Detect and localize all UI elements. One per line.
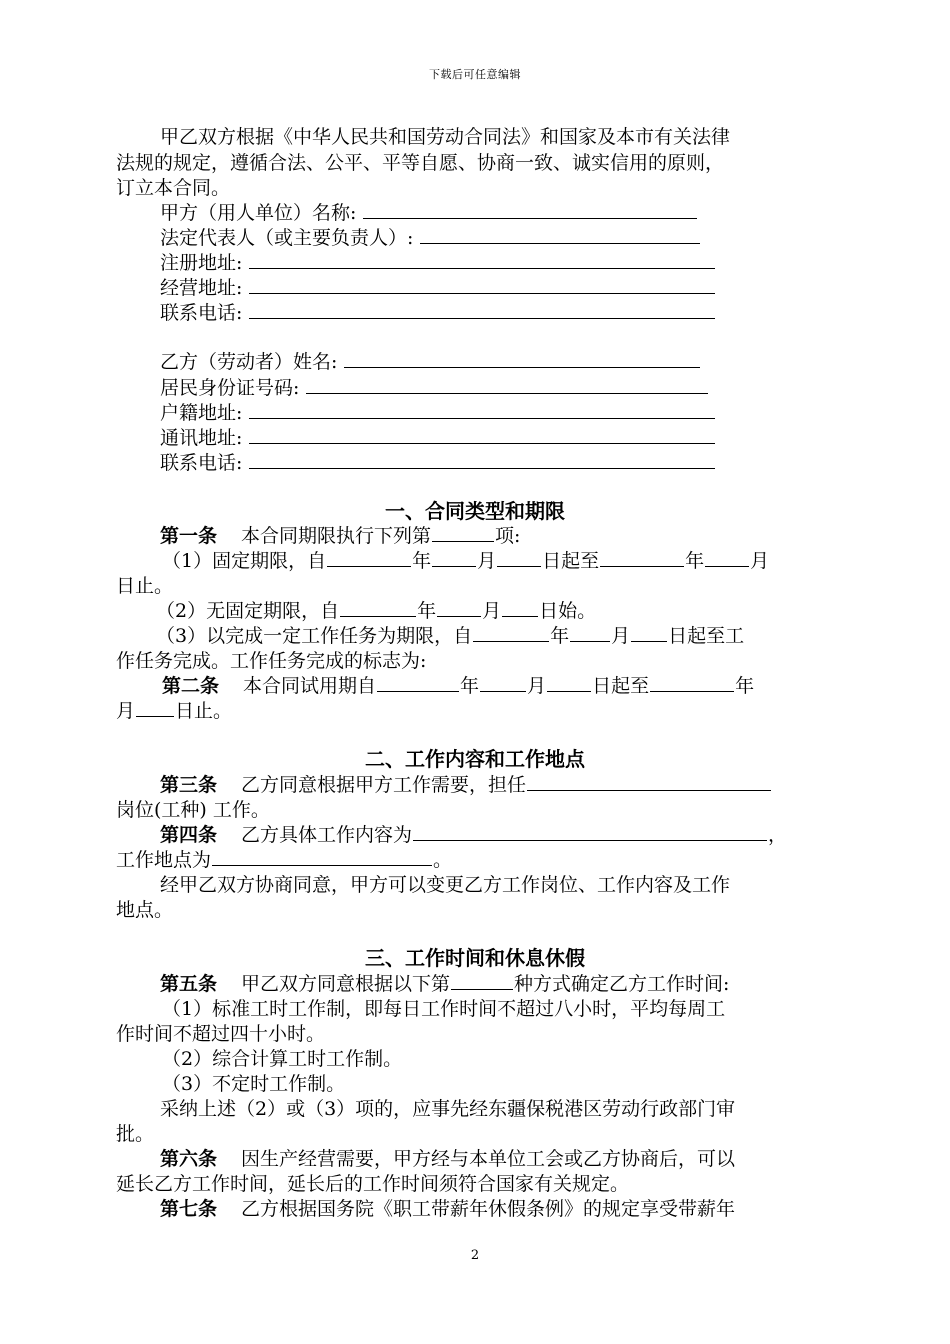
article-4-content-field[interactable] — [413, 822, 767, 841]
intro-line-1: 甲乙双方根据《中华人民共和国劳动合同法》和国家及本市有关法律 — [160, 126, 731, 148]
party-a-reg-address-field[interactable] — [249, 250, 715, 269]
option-1-text-mid: 日起至 — [542, 550, 600, 572]
article-5-note-cont: 批。 — [116, 1123, 155, 1145]
article-4-line — [160, 822, 950, 848]
article-5-option-3: （3）不定时工作制。 — [162, 1073, 346, 1095]
party-a-reg-address-row — [160, 250, 950, 276]
article-1-text: 本合同期限执行下列第 — [241, 525, 432, 547]
article-2-start-month[interactable] — [480, 673, 526, 692]
article-3-position-field[interactable] — [527, 772, 771, 791]
option-3-year[interactable] — [473, 623, 549, 642]
article-6-title: 第六条 — [160, 1148, 218, 1170]
party-a-reg-address-label: 注册地址: — [160, 252, 243, 274]
party-b-contact-address-row — [160, 425, 950, 451]
option-2-month[interactable] — [437, 598, 481, 617]
article-3-line — [160, 772, 950, 798]
party-b-hukou-row — [160, 400, 950, 426]
party-a-name-row — [160, 200, 950, 226]
year-label: 年 — [412, 550, 432, 572]
party-b-phone-row — [160, 450, 950, 476]
article-5-option-1: （1）标准工时工作制，即每日工作时间不超过八小时，平均每周工 — [162, 998, 726, 1020]
article-2-text: 本合同试用期自 — [243, 675, 377, 697]
article-5-title: 第五条 — [160, 973, 218, 995]
party-a-phone-row — [160, 300, 950, 326]
section-2-para-1: 经甲乙双方协商同意，甲方可以变更乙方工作岗位、工作内容及工作 — [160, 874, 731, 896]
option-2-text: （2）无固定期限，自 — [156, 600, 340, 622]
article-2-end-month[interactable] — [136, 698, 174, 717]
article-6-text: 因生产经营需要，甲方经与本单位工会或乙方协商后，可以 — [241, 1148, 736, 1170]
article-4-end: 。 — [433, 849, 453, 871]
article-5-text: 甲乙双方同意根据以下第 — [241, 973, 451, 995]
article-1-item-field[interactable] — [432, 523, 494, 542]
article-2-title: 第二条 — [162, 675, 220, 697]
section-2-para-2: 地点。 — [116, 899, 174, 921]
party-b-id-row — [160, 375, 950, 401]
article-1-text-end: 项: — [495, 525, 521, 547]
option-1-start-year[interactable] — [327, 548, 411, 567]
party-b-phone-field[interactable] — [249, 450, 715, 469]
section-1-title: 一、合同类型和期限 — [385, 499, 565, 523]
month-label: 月 — [477, 550, 497, 572]
party-a-biz-address-row — [160, 275, 950, 301]
party-b-phone-label: 联系电话: — [160, 452, 243, 474]
page-header: 下载后可任意编辑 — [429, 68, 521, 81]
option-3-text-end: 日起至工 — [668, 625, 745, 647]
article-3-text: 乙方同意根据甲方工作需要，担任 — [241, 774, 527, 796]
section-3-title: 三、工作时间和休息休假 — [365, 946, 585, 970]
party-a-phone-field[interactable] — [249, 300, 715, 319]
article-5-note: 采纳上述（2）或（3）项的，应事先经东疆保税港区劳动行政部门审 — [160, 1098, 736, 1120]
intro-line-3: 订立本合同。 — [116, 177, 231, 199]
article-3-line-2: 岗位(工种) 工作。 — [116, 799, 270, 821]
month-label: 月 — [750, 550, 770, 572]
month-label: 月 — [482, 600, 502, 622]
option-1-text: （1）固定期限，自 — [162, 550, 327, 572]
party-a-rep-row — [160, 225, 950, 251]
option-1-end: 日止。 — [116, 575, 174, 597]
option-2-day[interactable] — [502, 598, 538, 617]
party-a-phone-label: 联系电话: — [160, 302, 243, 324]
option-1-end-year[interactable] — [600, 548, 684, 567]
party-a-rep-field[interactable] — [420, 225, 700, 244]
article-4-comma: ， — [768, 824, 788, 846]
article-4-title: 第四条 — [160, 824, 218, 846]
section-2-title: 二、工作内容和工作地点 — [365, 747, 585, 771]
party-b-name-label: 乙方（劳动者）姓名: — [160, 351, 338, 373]
option-1-end-month[interactable] — [705, 548, 749, 567]
article-2-end-year[interactable] — [650, 673, 734, 692]
page-number: 2 — [470, 1248, 480, 1263]
option-1-start-day[interactable] — [497, 548, 541, 567]
article-2-text-end: 日止。 — [175, 700, 233, 722]
option-2-year[interactable] — [340, 598, 416, 617]
article-3-title: 第三条 — [160, 774, 218, 796]
party-b-hukou-label: 户籍地址: — [160, 402, 243, 424]
article-2-line-2 — [116, 698, 950, 724]
party-b-id-field[interactable] — [306, 375, 708, 394]
article-5-option-1-cont: 作时间不超过四十小时。 — [116, 1023, 326, 1045]
article-5-option-2: （2）综合计算工时工作制。 — [162, 1048, 403, 1070]
option-3-month[interactable] — [570, 623, 610, 642]
article-7-line — [160, 1196, 950, 1222]
article-7-text: 乙方根据国务院《职工带薪年休假条例》的规定享受带薪年 — [241, 1198, 736, 1220]
party-b-contact-address-label: 通讯地址: — [160, 427, 243, 449]
option-3-line — [156, 623, 950, 649]
article-1-title: 第一条 — [160, 525, 218, 547]
article-4-location-label: 工作地点为 — [116, 849, 212, 871]
party-b-name-field[interactable] — [344, 349, 700, 368]
article-4-location-field[interactable] — [212, 847, 432, 866]
intro-line-2: 法规的规定，遵循合法、公平、平等自愿、协商一致、诚实信用的原则， — [116, 152, 725, 174]
option-3-day[interactable] — [631, 623, 667, 642]
option-2-line — [156, 598, 950, 624]
party-a-name-field[interactable] — [363, 200, 697, 219]
article-2-line — [162, 673, 950, 699]
party-b-name-row — [160, 349, 950, 375]
option-1-start-month[interactable] — [432, 548, 476, 567]
year-label: 年 — [417, 600, 437, 622]
article-6-line — [160, 1146, 950, 1172]
year-label: 年 — [685, 550, 705, 572]
article-4-line-2 — [116, 847, 950, 873]
article-2-start-year[interactable] — [377, 673, 459, 692]
year-label: 年 — [550, 625, 570, 647]
article-4-text: 乙方具体工作内容为 — [241, 824, 413, 846]
option-3-line-2: 作任务完成。工作任务完成的标志为: — [116, 650, 427, 672]
option-1-line — [162, 548, 950, 574]
party-a-biz-address-field[interactable] — [249, 275, 715, 294]
article-5-type-field[interactable] — [451, 971, 513, 990]
option-3-text: （3）以完成一定工作任务为期限，自 — [156, 625, 473, 647]
article-1-line — [160, 523, 950, 549]
party-b-id-label: 居民身份证号码: — [160, 377, 300, 399]
article-7-title: 第七条 — [160, 1198, 218, 1220]
party-a-rep-label: 法定代表人（或主要负责人）: — [160, 227, 414, 249]
party-a-biz-address-label: 经营地址: — [160, 277, 243, 299]
article-2-month-label: 月 — [116, 700, 136, 722]
article-6-line-2: 延长乙方工作时间，延长后的工作时间须符合国家有关规定。 — [116, 1173, 630, 1195]
article-5-line — [160, 971, 950, 997]
year-label: 年 — [735, 675, 755, 697]
party-a-name-label: 甲方（用人单位）名称: — [160, 202, 357, 224]
article-2-start-day[interactable] — [547, 673, 591, 692]
party-b-contact-address-field[interactable] — [249, 425, 715, 444]
article-5-text-end: 种方式确定乙方工作时间: — [514, 973, 730, 995]
party-b-hukou-field[interactable] — [249, 400, 715, 419]
article-2-text-mid: 日起至 — [592, 675, 650, 697]
month-label: 月 — [527, 675, 547, 697]
year-label: 年 — [460, 675, 480, 697]
option-2-text-end: 日始。 — [539, 600, 597, 622]
month-label: 月 — [611, 625, 631, 647]
